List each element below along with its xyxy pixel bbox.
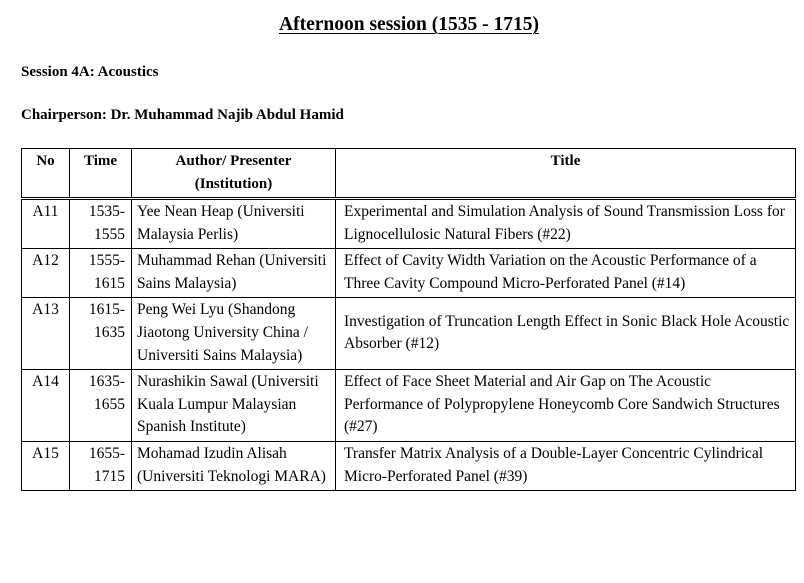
- cell-author: Nurashikin Sawal (Universiti Kuala Lumpur Malaysian Spanish Institute): [132, 370, 336, 442]
- page-heading: Afternoon session (1535 - 1715): [279, 14, 539, 35]
- cell-title: Effect of Cavity Width Variation on the Acoustic Performance of a Three Cavity Compound Micro-Perforated Panel (#14): [336, 249, 796, 298]
- header-title: Title: [336, 149, 796, 199]
- header-author: Author/ Presenter (Institution): [132, 149, 336, 199]
- cell-no: A11: [22, 199, 70, 249]
- cell-title: Experimental and Simulation Analysis of Sound Transmission Loss for Lignocellulosic Natural Fibers (#22): [336, 199, 796, 249]
- chairperson-line: Chairperson: Dr. Muhammad Najib Abdul Hamid: [21, 107, 344, 123]
- cell-no: A12: [22, 249, 70, 298]
- table-row: [22, 249, 796, 298]
- cell-time: 1635-1655: [70, 370, 132, 442]
- table-row: [22, 199, 796, 249]
- header-time: Time: [70, 149, 132, 199]
- schedule-table: [21, 148, 796, 491]
- cell-time: 1655-1715: [70, 441, 132, 490]
- header-no: No: [22, 149, 70, 199]
- cell-no: A14: [22, 370, 70, 442]
- cell-author: Peng Wei Lyu (Shandong Jiaotong University China / Universiti Sains Malaysia): [132, 298, 336, 370]
- cell-title: Transfer Matrix Analysis of a Double-Layer Concentric Cylindrical Micro-Perforated Panel (#39): [336, 441, 796, 490]
- table-row: [22, 298, 796, 370]
- cell-author: Mohamad Izudin Alisah (Universiti Teknologi MARA): [132, 441, 336, 490]
- cell-title: Investigation of Truncation Length Effect in Sonic Black Hole Acoustic Absorber (#12): [336, 298, 796, 370]
- table-row: [22, 370, 796, 442]
- cell-time: 1615-1635: [70, 298, 132, 370]
- cell-no: A13: [22, 298, 70, 370]
- cell-title: Effect of Face Sheet Material and Air Gap on The Acoustic Performance of Polypropylene Honeycomb Core Sandwich Structures (#27): [336, 370, 796, 442]
- table-row: [22, 441, 796, 490]
- table-header-row: [22, 149, 796, 199]
- session-title: Session 4A: Acoustics: [21, 64, 159, 80]
- cell-no: A15: [22, 441, 70, 490]
- cell-time: 1535-1555: [70, 199, 132, 249]
- cell-author: Yee Nean Heap (Universiti Malaysia Perlis): [132, 199, 336, 249]
- cell-author: Muhammad Rehan (Universiti Sains Malaysia): [132, 249, 336, 298]
- cell-time: 1555-1615: [70, 249, 132, 298]
